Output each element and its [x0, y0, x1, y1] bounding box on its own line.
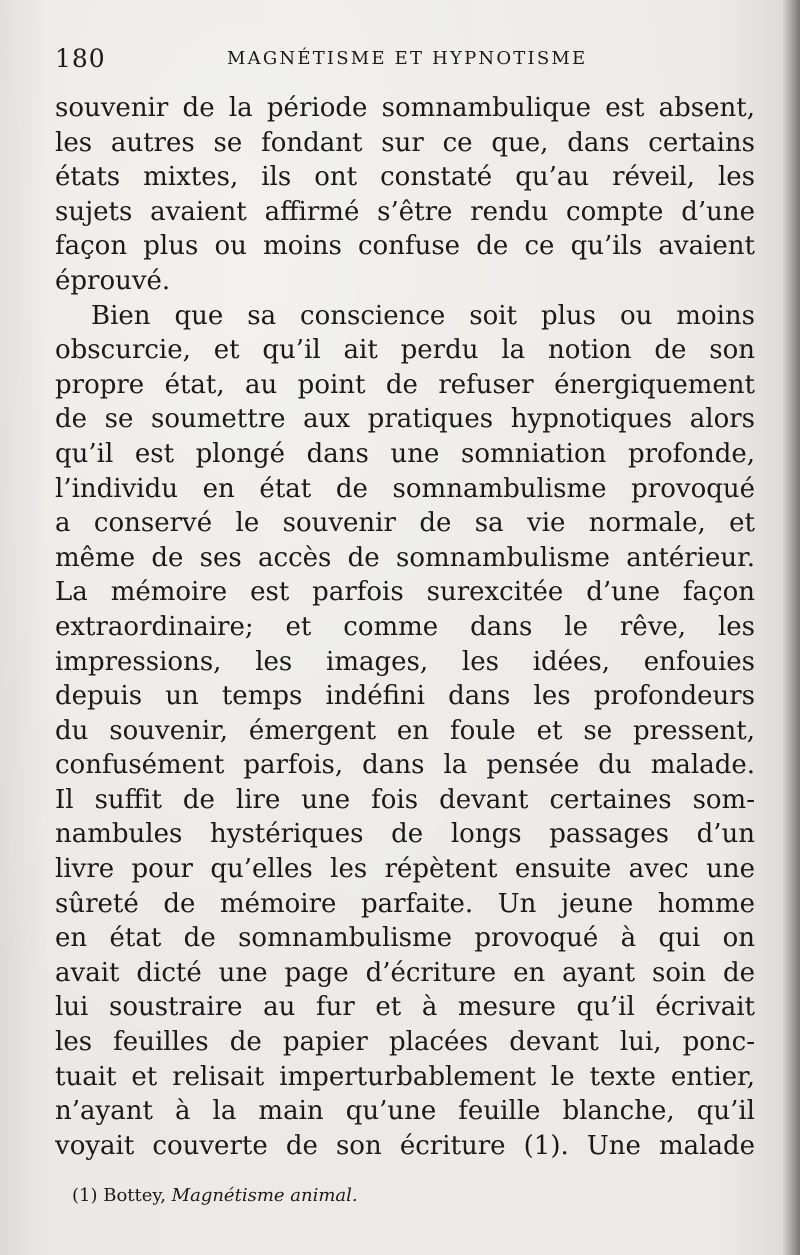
text-line: éprouvé.: [55, 265, 171, 296]
text-line: états mixtes, ils ont constaté qu’au réveil, les: [55, 162, 755, 193]
text-line: souvenir de la période somnambulique est absent,: [55, 93, 755, 123]
text-line: qu’il est plongé dans une somniation profonde,: [55, 438, 755, 469]
text-line: façon plus ou moins confuse de ce qu’ils avaient: [55, 231, 755, 262]
text-line: nambules hystériques de longs passages d’un: [55, 819, 755, 850]
text-line: l’individu en état de somnambulisme provoqué: [55, 473, 755, 504]
text-line: les autres se fondant sur ce que, dans certains: [55, 127, 755, 158]
text-line: en état de somnambulisme provoqué à qui on: [55, 923, 755, 954]
text-line: même de ses accès de somnambulisme antérieur.: [55, 542, 755, 573]
text-line: depuis un temps indéfini dans les profondeurs: [55, 681, 755, 712]
text-line: de se soumettre aux pratiques hypnotiques alors: [55, 404, 755, 435]
page-number: 180: [55, 44, 106, 73]
running-head: [55, 44, 755, 78]
text-line: Il suffit de lire une fois devant certaines som-: [55, 784, 755, 815]
text-line: propre état, au point de refuser énergiquement: [55, 369, 755, 400]
running-title: MAGNÉTISME ET HYPNOTISME: [227, 48, 588, 69]
text-line: extraordinaire; et comme dans le rêve, les: [55, 611, 755, 642]
text-line: avait dicté une page d’écriture en ayant soin de: [55, 957, 755, 988]
text-line: livre pour qu’elles les répètent ensuite avec une: [55, 854, 755, 885]
text-line: sujets avaient affirmé s’être rendu compte d’une: [55, 196, 755, 227]
text-line: impressions, les images, les idées, enfouies: [55, 646, 755, 677]
body-text: [55, 91, 755, 1163]
text-line: La mémoire est parfois surexcitée d’une façon: [55, 577, 755, 608]
text-line: Bien que sa conscience soit plus ou moins: [91, 300, 755, 331]
text-line: obscurcie, et qu’il ait perdu la notion de son: [55, 335, 755, 366]
text-line: tuait et relisait imperturbablement le texte entier,: [55, 1061, 755, 1092]
text-line: du souvenir, émergent en foule et se pressent,: [55, 715, 755, 746]
text-line: n’ayant à la main qu’une feuille blanche, qu’il: [55, 1096, 755, 1127]
footnote-marker: (1): [72, 1185, 98, 1206]
text-line: lui soustraire au fur et à mesure qu’il écrivait: [55, 992, 755, 1023]
footnote: [72, 1185, 358, 1206]
text-line: voyait couverte de son écriture (1). Une malade: [55, 1130, 755, 1161]
text-line: les feuilles de papier placées devant lui, ponc-: [55, 1027, 755, 1058]
text-line: sûreté de mémoire parfaite. Un jeune homme: [55, 888, 755, 919]
footnote-author: Bottey,: [103, 1185, 166, 1206]
text-line: a conservé le souvenir de sa vie normale, et: [55, 508, 755, 539]
page-edge-shadow: [782, 0, 800, 1255]
text-line: confusément parfois, dans la pensée du malade.: [55, 750, 755, 781]
footnote-title: Magnétisme animal.: [171, 1185, 358, 1206]
